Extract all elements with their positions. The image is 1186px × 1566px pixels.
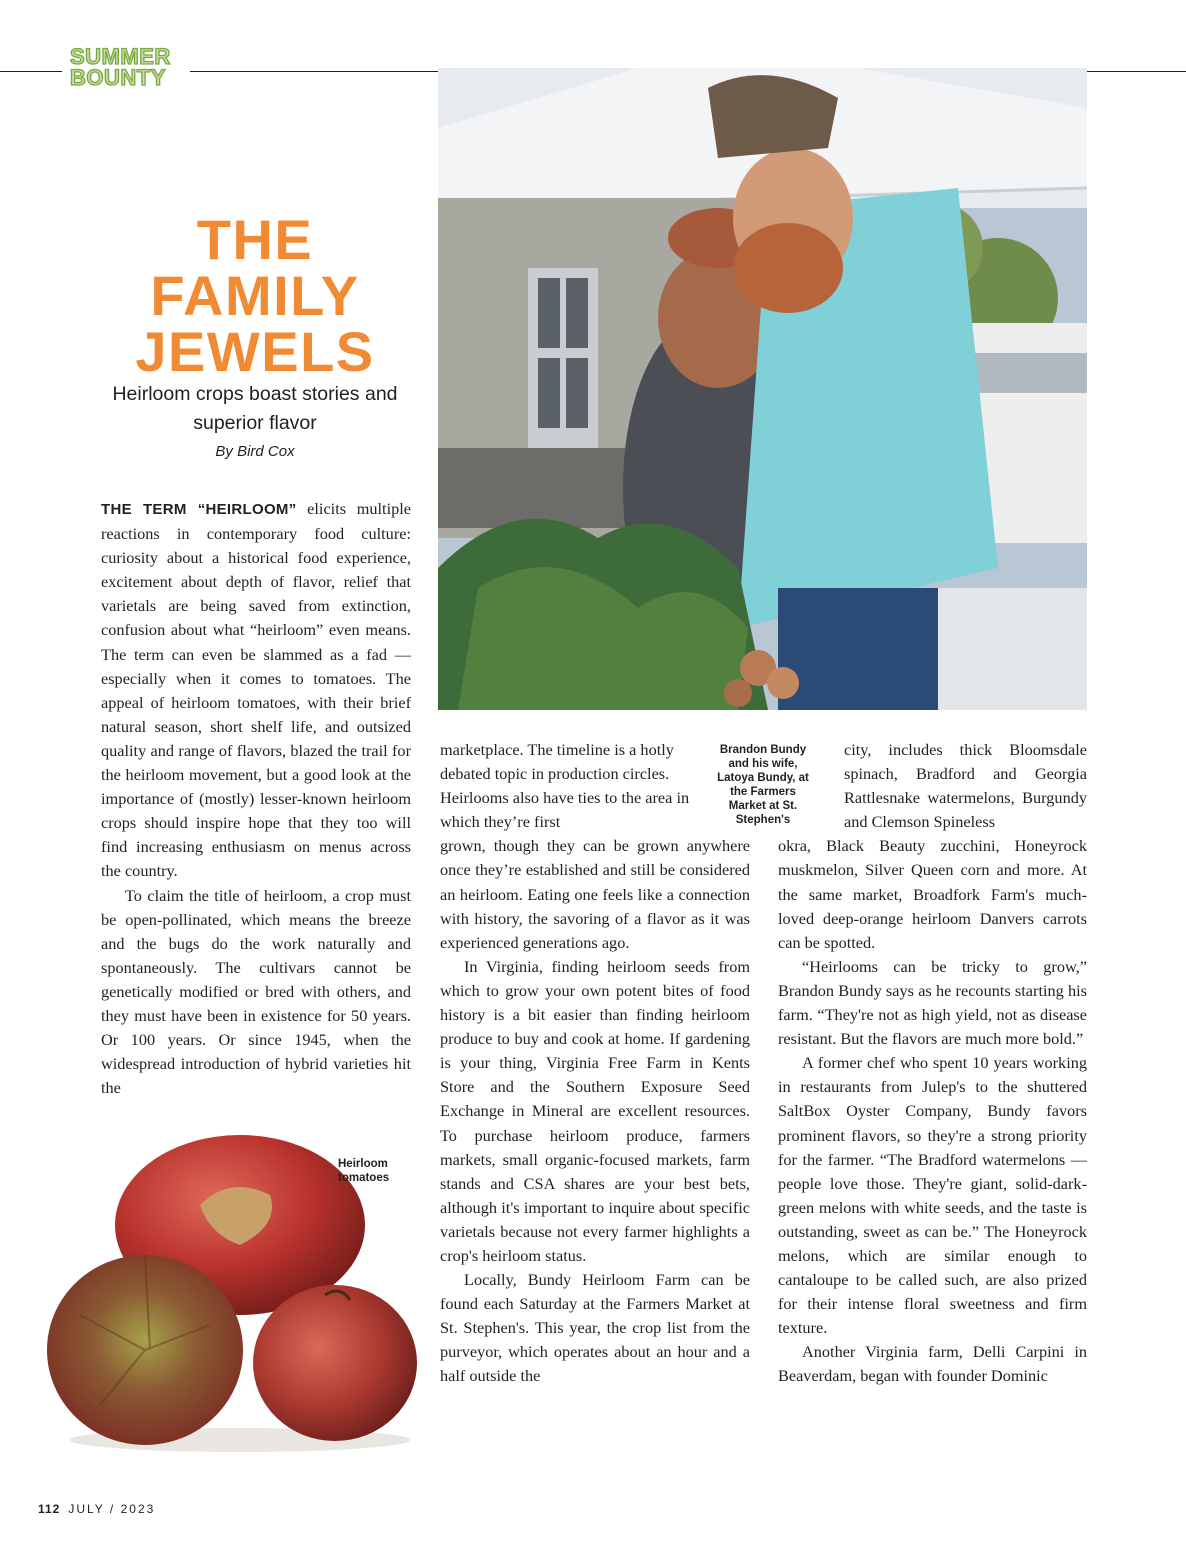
column3-paragraph-1a: city, includes thick Bloomsdale spinach, Bradford and Georgia Rattlesnake watermelons, Burgundy and Clemson Spineless — [844, 740, 1087, 832]
column2-paragraph-3: Locally, Bundy Heirloom Farm can be found each Saturday at the Farmers Market at St. Stephen's. This year, the crop list from the purveyor, which operates about an hour and a half outside the — [440, 1270, 750, 1386]
column3-paragraph-2: “Heirlooms can be tricky to grow,” Brandon Bundy says as he recounts starting his farm. “They're not as high yield, not as disease resistant. But the flavors are much more bold.” — [778, 956, 1087, 1049]
section-tag — [70, 46, 188, 88]
section-tag-line2: BOUNTY — [70, 65, 166, 90]
body-column-3 — [778, 738, 1087, 1389]
body-column-1 — [101, 497, 411, 1100]
headline-line1: THE — [196, 208, 314, 271]
column3-paragraph-1b: okra, Black Beauty zucchini, Honeyrock muskmelon, Silver Queen corn and more. At the same market, Broadfork Farm's much-loved deep-orange heirloom Danvers carrots can be spotted. — [778, 836, 1087, 952]
dek: Heirloom crops boast stories and superior flavor — [112, 383, 398, 434]
photo-main — [438, 68, 1087, 710]
page-number: 112 — [38, 1502, 61, 1516]
column2-paragraph-1a: marketplace. The timeline is a hotly debated topic in production circles. Heirlooms also have ties to the area in which they’re first — [440, 740, 690, 832]
photo-main-caption: Brandon Bundy and his wife, Latoya Bundy, at the Farmers Market at St. Stephen's — [717, 744, 809, 826]
market-photo-illustration — [438, 68, 1087, 710]
column3-paragraph-4: Another Virginia farm, Delli Carpini in Beaverdam, began with founder Dominic — [778, 1342, 1087, 1386]
body-column-2 — [440, 738, 750, 1389]
headline — [100, 208, 410, 383]
section-tag-line1: SUMMER — [70, 44, 171, 69]
issue-date: JULY / 2023 — [68, 1502, 156, 1516]
column3-paragraph-3: A former chef who spent 10 years working in restaurants from Julep's to the shuttered SaltBox Oyster Company, Bundy favors prominent flavors, so they're a strong priority for the farmer. “The Bradford watermelons — people love those. They're giant, solid-dark-green melons with white seeds, and the taste is outstanding, sweet as can be.” The Honeyrock melons, which are similar enough to cantaloupe to be called such, are also prized for their intense floral sweetness and firm texture. — [778, 1053, 1087, 1338]
column1-paragraph-2: To claim the title of heirloom, a crop must be open-pollinated, which means the breeze and the bugs do the work naturally and spontaneously. The cultivars cannot be genetically modified or bred with others, and they must have been in existence for 50 years. Or 100 years. Or since 1945, when the widespread introduction of hybrid varieties hit the — [101, 885, 411, 1098]
headline-line3: JEWELS — [135, 320, 375, 383]
column1-paragraph-1 — [101, 497, 411, 884]
column1-p1-text: elicits multiple reactions in contemporary food culture: curiosity about a historical food experience, excitement about depth of flavor, relief that varietals are being saved from extinction, confusion about what “heirloom” even means. The term can even be slammed as a fad — especially when it comes to tomatoes. The appeal of heirloom tomatoes, with their brief natural season, short shelf life, and outsized quality and range of flavors, blazed the trail for the heirloom movement, but a good look at the importance of (mostly) lesser-known heirloom crops should inspire hope that they too will find increasing enthusiasm on menus across the country. — [101, 499, 411, 881]
tomatoes-caption: Heirloom tomatoes — [338, 1158, 390, 1184]
headline-line2: FAMILY — [150, 264, 360, 327]
column2-paragraph-2: In Virginia, finding heirloom seeds from which to grow your own potent bites of food history is a bit easier than finding heirloom produce to buy and cook at home. If gardening is your thing, Virginia Free Farm in Kents Store and the Southern Exposure Seed Exchange in Mineral are excellent resources. To purchase heirloom produce, farmers markets, small organic-focused markets, farm stands and CSA shares are your best bets, although it's important to inquire about specific varietals because not every farmer highlights a crop's heirloom status. — [440, 956, 750, 1265]
column2-paragraph-1b: grown, though they can be grown anywhere once they’re established and still be considered an heirloom. Eating one feels like a connection with history, the savoring of a flavor as it was experienced generations ago. — [440, 836, 750, 952]
byline: By Bird Cox — [215, 443, 295, 460]
top-rule-left — [0, 71, 62, 72]
lead-in: THE TERM “HEIRLOOM” — [101, 501, 297, 518]
folio — [38, 1502, 155, 1516]
